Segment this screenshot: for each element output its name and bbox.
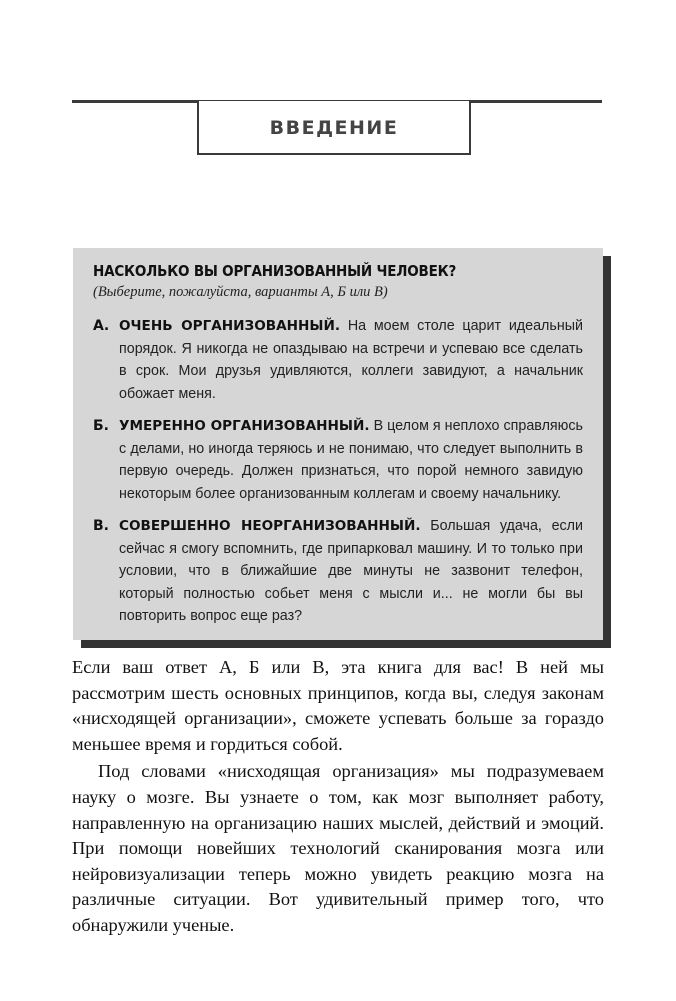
body-paragraph-2: Под словами «нисходящая организация» мы подразумеваем науку о мозге. Вы узнаете о том, как мозг выполняет работу, направленную на организацию наших мыслей, действий и эмоций. При помощи новейших технологий сканирования мозга или нейровизуализации теперь можно увидеть реакцию мозга на различные ситуации. Вот удивительный пример того, что обнаружили ученые.: [72, 761, 604, 935]
option-heading: УМЕРЕННО ОРГАНИЗОВАННЫЙ.: [119, 418, 370, 434]
quiz-instruction: (Выберите, пожалуйста, варианты А, Б или В): [93, 284, 388, 300]
option-heading: СОВЕРШЕННО НЕОРГАНИЗОВАННЫЙ.: [119, 518, 421, 534]
option-letter: Б.: [93, 418, 109, 434]
section-header-box: [197, 101, 471, 155]
option-heading: ОЧЕНЬ ОРГАНИЗОВАННЫЙ.: [119, 318, 341, 334]
quiz-question: НАСКОЛЬКО ВЫ ОРГАНИЗОВАННЫЙ ЧЕЛОВЕК?: [93, 262, 457, 280]
option-body: [119, 415, 583, 505]
quiz-option-b: [93, 415, 583, 505]
quiz-option-c: [93, 515, 583, 628]
body-text: [72, 655, 604, 939]
quiz-box: [73, 248, 603, 640]
option-text: Большая удача, если сейчас я смогу вспомнить, где припарковал машину. И то только при условии, что в ближайшие две минуты не зазвонит телефон, который полностью собьет меня с мысли и... не могли бы вы повторить вопрос еще раз?: [119, 518, 583, 624]
option-body: [119, 315, 583, 405]
option-text: На моем столе царит идеальный порядок. Я никогда не опаздываю на встречи и успеваю все сделать в срок. Мои друзья удивляются, коллеги завидуют, а начальник обожает меня.: [119, 318, 583, 402]
quiz-option-a: [93, 315, 583, 405]
option-letter: В.: [93, 518, 109, 534]
option-text: В целом я неплохо справляюсь с делами, но иногда теряюсь и не понимаю, что следует выполнить в первую очередь. Должен признаться, что порой немного завидую некоторым более организованным коллегам и своему начальнику.: [119, 418, 583, 502]
option-body: [119, 515, 583, 628]
section-title: ВВЕДЕНИЕ: [269, 117, 399, 139]
option-letter: А.: [93, 318, 110, 334]
body-paragraph-1: Если ваш ответ А, Б или В, эта книга для вас! В ней мы рассмотрим шесть основных принципов, когда вы, следуя законам «нисходящей организации», сможете успевать больше за гораздо меньшее время и гордиться собой.: [72, 657, 604, 754]
